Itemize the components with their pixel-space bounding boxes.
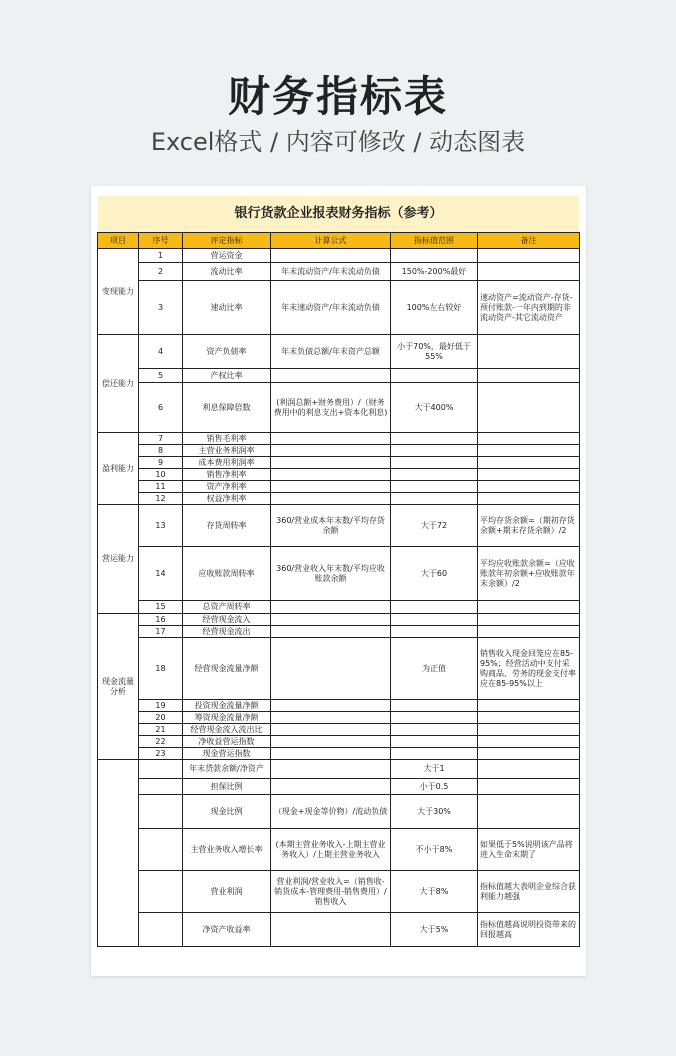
indicator-cell[interactable]: 营运资金 (183, 249, 271, 263)
note-cell[interactable]: 平均存货余额=（期初存货余额+期末存货余额）/2 (478, 505, 580, 547)
table-row (98, 481, 580, 493)
number-cell[interactable]: 23 (139, 748, 183, 760)
number-cell[interactable]: 8 (139, 445, 183, 457)
table-row (98, 913, 580, 947)
table-row (98, 383, 580, 433)
note-cell[interactable]: 销售收入现金回笼应在85-95%；经营活动中支付采购商品、劳务的现金支付率应在85-95%以上 (478, 638, 580, 700)
range-cell[interactable] (391, 700, 478, 712)
range-cell[interactable] (391, 712, 478, 724)
number-cell[interactable]: 1 (139, 249, 183, 263)
note-cell[interactable] (478, 433, 580, 445)
number-cell[interactable]: 10 (139, 469, 183, 481)
range-cell[interactable] (391, 445, 478, 457)
sheet-title: 银行货款企业报表财务指标（参考） (98, 196, 579, 232)
header-formula: 计算公式 (271, 233, 391, 249)
number-cell[interactable]: 6 (139, 383, 183, 433)
table-row (98, 614, 580, 626)
range-cell[interactable]: 大于30% (391, 795, 478, 829)
formula-cell[interactable]: 年末速动资产/年末流动负债 (271, 281, 391, 335)
table-row (98, 335, 580, 369)
number-cell[interactable]: 15 (139, 601, 183, 614)
note-cell[interactable] (478, 369, 580, 383)
number-cell[interactable] (139, 913, 183, 947)
range-cell[interactable]: 为正值 (391, 638, 478, 700)
formula-cell[interactable]: (利润总额+财务费用）/（财务费用中的利息支出+资本化利息) (271, 383, 391, 433)
indicator-cell[interactable]: 经营现金流入流出比 (183, 724, 271, 736)
range-cell[interactable]: 大于72 (391, 505, 478, 547)
table-row (98, 281, 580, 335)
number-cell[interactable]: 2 (139, 263, 183, 281)
range-cell[interactable] (391, 748, 478, 760)
category-cell[interactable]: 现金流量分析 (98, 614, 139, 760)
number-cell[interactable]: 4 (139, 335, 183, 369)
note-cell[interactable] (478, 469, 580, 481)
header-category: 项目 (98, 233, 139, 249)
number-cell[interactable]: 22 (139, 736, 183, 748)
note-cell[interactable] (478, 736, 580, 748)
indicator-cell[interactable]: 主营业务收入增长率 (183, 829, 271, 871)
indicator-cell[interactable]: 营业利润 (183, 871, 271, 913)
table-row (98, 736, 580, 748)
formula-cell[interactable] (271, 481, 391, 493)
number-cell[interactable]: 7 (139, 433, 183, 445)
table-row (98, 871, 580, 913)
note-cell[interactable] (478, 249, 580, 263)
number-cell[interactable] (139, 760, 183, 779)
note-cell[interactable] (478, 795, 580, 829)
page-title: 财务指标表 (227, 72, 448, 121)
note-cell[interactable] (478, 700, 580, 712)
financial-indicator-table (97, 232, 580, 947)
table-row (98, 433, 580, 445)
table-row (98, 547, 580, 601)
indicator-cell[interactable]: 资产净利率 (183, 481, 271, 493)
table-row (98, 779, 580, 795)
range-cell[interactable]: 100%左右较好 (391, 281, 478, 335)
note-cell[interactable] (478, 760, 580, 779)
note-cell[interactable] (478, 335, 580, 369)
table-row (98, 263, 580, 281)
indicator-cell[interactable]: 应收账款周转率 (183, 547, 271, 601)
table-row (98, 748, 580, 760)
number-cell[interactable]: 17 (139, 626, 183, 638)
indicator-cell[interactable]: 利息保障倍数 (183, 383, 271, 433)
note-cell[interactable] (478, 481, 580, 493)
formula-cell[interactable] (271, 736, 391, 748)
number-cell[interactable]: 16 (139, 614, 183, 626)
number-cell[interactable]: 5 (139, 369, 183, 383)
table-row (98, 829, 580, 871)
formula-cell[interactable]: （现金+现金等价物）/流动负债 (271, 795, 391, 829)
indicator-cell[interactable]: 担保比例 (183, 779, 271, 795)
range-cell[interactable] (391, 433, 478, 445)
range-cell[interactable] (391, 493, 478, 505)
range-cell[interactable]: 大于400% (391, 383, 478, 433)
indicator-cell[interactable]: 经营现金流量净额 (183, 638, 271, 700)
header-indicator: 评定指标 (183, 233, 271, 249)
category-cell[interactable]: 盈利能力 (98, 433, 139, 505)
formula-cell[interactable]: 年末流动资产/年末流动负债 (271, 263, 391, 281)
table-row (98, 638, 580, 700)
indicator-cell[interactable]: 总资产周转率 (183, 601, 271, 614)
spreadsheet-sheet (91, 186, 586, 976)
number-cell[interactable]: 12 (139, 493, 183, 505)
indicator-cell[interactable]: 经营现金流出 (183, 626, 271, 638)
indicator-cell[interactable]: 经营现金流入 (183, 614, 271, 626)
note-cell[interactable] (478, 626, 580, 638)
header-range: 指标值范围 (391, 233, 478, 249)
formula-cell[interactable] (271, 748, 391, 760)
range-cell[interactable] (391, 736, 478, 748)
note-cell[interactable] (478, 712, 580, 724)
range-cell[interactable]: 大于8% (391, 871, 478, 913)
header-number: 序号 (139, 233, 183, 249)
note-cell[interactable] (478, 724, 580, 736)
table-row (98, 601, 580, 614)
page-subtitle: Excel格式 / 内容可修改 / 动态图表 (150, 128, 526, 156)
formula-cell[interactable]: 营业利润/营业收入=（销售收-销货成本-管理费用-销售费用）/销售收入 (271, 871, 391, 913)
formula-cell[interactable] (271, 493, 391, 505)
formula-cell[interactable] (271, 760, 391, 779)
indicator-cell[interactable]: 流动比率 (183, 263, 271, 281)
indicator-cell[interactable]: 销售毛利率 (183, 433, 271, 445)
table-row (98, 249, 580, 263)
table-row (98, 700, 580, 712)
table-row (98, 469, 580, 481)
range-cell[interactable] (391, 626, 478, 638)
indicator-cell[interactable]: 主营业务利润率 (183, 445, 271, 457)
formula-cell[interactable] (271, 249, 391, 263)
indicator-cell[interactable]: 速动比率 (183, 281, 271, 335)
range-cell[interactable] (391, 601, 478, 614)
range-cell[interactable]: 小于70%，最好低于55% (391, 335, 478, 369)
note-cell[interactable] (478, 263, 580, 281)
indicator-cell[interactable]: 现金营运指数 (183, 748, 271, 760)
number-cell[interactable]: 21 (139, 724, 183, 736)
range-cell[interactable]: 大于1 (391, 760, 478, 779)
indicator-cell[interactable]: 资产负债率 (183, 335, 271, 369)
number-cell[interactable]: 18 (139, 638, 183, 700)
indicator-cell[interactable]: 存货周转率 (183, 505, 271, 547)
table-row (98, 712, 580, 724)
indicator-cell[interactable]: 销售净利率 (183, 469, 271, 481)
formula-cell[interactable]: 360/营业收入年末数/平均应收账款余额 (271, 547, 391, 601)
table-row (98, 760, 580, 779)
range-cell[interactable] (391, 249, 478, 263)
indicator-cell[interactable]: 成本费用利润率 (183, 457, 271, 469)
category-cell[interactable]: 偿还能力 (98, 335, 139, 433)
category-cell[interactable]: 变现能力 (98, 249, 139, 335)
note-cell[interactable] (478, 614, 580, 626)
number-cell[interactable]: 11 (139, 481, 183, 493)
table-row (98, 626, 580, 638)
range-cell[interactable]: 大于60 (391, 547, 478, 601)
indicator-cell[interactable]: 权益净利率 (183, 493, 271, 505)
formula-cell[interactable]: 360/营业成本年末数/平均存货余额 (271, 505, 391, 547)
note-cell[interactable]: 指标值越高说明投资带来的回报越高 (478, 913, 580, 947)
table-row (98, 795, 580, 829)
header-row (98, 233, 580, 249)
range-cell[interactable] (391, 457, 478, 469)
table-row (98, 445, 580, 457)
formula-cell[interactable] (271, 445, 391, 457)
formula-cell[interactable] (271, 712, 391, 724)
range-cell[interactable]: 不小于8% (391, 829, 478, 871)
number-cell[interactable] (139, 779, 183, 795)
number-cell[interactable]: 20 (139, 712, 183, 724)
note-cell[interactable] (478, 493, 580, 505)
range-cell[interactable] (391, 614, 478, 626)
indicator-cell[interactable]: 净收益营运指数 (183, 736, 271, 748)
formula-cell[interactable] (271, 700, 391, 712)
table-row (98, 493, 580, 505)
category-cell[interactable] (98, 760, 139, 947)
table-row (98, 457, 580, 469)
range-cell[interactable]: 150%-200%最好 (391, 263, 478, 281)
note-cell[interactable] (478, 383, 580, 433)
table-row (98, 369, 580, 383)
formula-cell[interactable] (271, 601, 391, 614)
formula-cell[interactable] (271, 469, 391, 481)
note-cell[interactable] (478, 601, 580, 614)
range-cell[interactable] (391, 469, 478, 481)
number-cell[interactable]: 19 (139, 700, 183, 712)
indicator-cell[interactable]: 年末贷款余额/净资产 (183, 760, 271, 779)
formula-cell[interactable] (271, 779, 391, 795)
formula-cell[interactable]: (本期主营业务收入-上期主营业务收入）/上期主营业务收入 (271, 829, 391, 871)
indicator-cell[interactable]: 现金比例 (183, 795, 271, 829)
formula-cell[interactable] (271, 433, 391, 445)
indicator-cell[interactable]: 筹资现金流量净额 (183, 712, 271, 724)
range-cell[interactable] (391, 481, 478, 493)
range-cell[interactable] (391, 369, 478, 383)
number-cell[interactable]: 14 (139, 547, 183, 601)
formula-cell[interactable] (271, 369, 391, 383)
number-cell[interactable] (139, 871, 183, 913)
formula-cell[interactable] (271, 626, 391, 638)
note-cell[interactable]: 速动资产=流动资产-存货-预付账款-一年内到期的非流动资产-其它流动资产 (478, 281, 580, 335)
header-note: 备注 (478, 233, 580, 249)
note-cell[interactable]: 如果低于5%说明该产品将进入生命末期了 (478, 829, 580, 871)
indicator-cell[interactable]: 净资产收益率 (183, 913, 271, 947)
number-cell[interactable]: 3 (139, 281, 183, 335)
formula-cell[interactable]: 年末负债总额/年末资产总额 (271, 335, 391, 369)
category-cell[interactable]: 营运能力 (98, 505, 139, 614)
note-cell[interactable] (478, 779, 580, 795)
formula-cell[interactable] (271, 457, 391, 469)
range-cell[interactable] (391, 724, 478, 736)
note-cell[interactable] (478, 748, 580, 760)
number-cell[interactable] (139, 829, 183, 871)
indicator-cell[interactable]: 投资现金流量净额 (183, 700, 271, 712)
indicator-cell[interactable]: 产权比率 (183, 369, 271, 383)
number-cell[interactable]: 13 (139, 505, 183, 547)
number-cell[interactable] (139, 795, 183, 829)
note-cell[interactable]: 平均应收账款余额=（应收账款年初余额+应收账款年末余额）/2 (478, 547, 580, 601)
number-cell[interactable]: 9 (139, 457, 183, 469)
range-cell[interactable]: 大于5% (391, 913, 478, 947)
note-cell[interactable] (478, 445, 580, 457)
note-cell[interactable] (478, 457, 580, 469)
range-cell[interactable]: 小于0.5 (391, 779, 478, 795)
note-cell[interactable]: 指标值越大表明企业综合获利能力越强 (478, 871, 580, 913)
formula-cell[interactable] (271, 724, 391, 736)
formula-cell[interactable] (271, 614, 391, 626)
table-row (98, 505, 580, 547)
formula-cell[interactable] (271, 913, 391, 947)
formula-cell[interactable] (271, 638, 391, 700)
table-row (98, 724, 580, 736)
